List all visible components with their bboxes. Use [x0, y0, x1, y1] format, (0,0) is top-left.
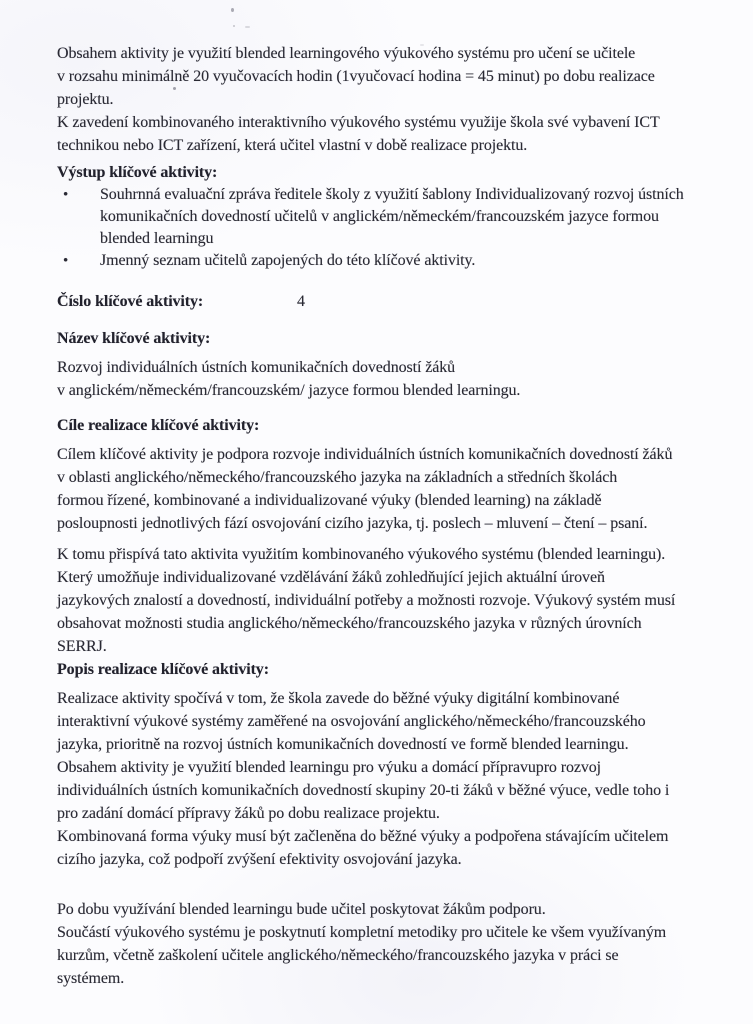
text-line: jazykových znalostí a dovedností, individuální potřeby a možnosti rozvoje. Výukový systém musí — [57, 592, 676, 609]
text-line: v oblasti anglického/německého/francouzského jazyka na základních a středních školách — [57, 469, 618, 486]
bullet-list — [57, 184, 717, 272]
bullet-list-item — [57, 184, 717, 250]
text-line: K tomu přispívá tato aktivita využitím kombinovaného výukového systému (blended learningu). — [57, 546, 666, 563]
bullet-icon: • — [63, 253, 69, 269]
section-heading: Název klíčové aktivity: — [57, 330, 211, 347]
section-heading: Výstup klíčové aktivity: — [57, 164, 218, 181]
scan-speck — [245, 26, 250, 28]
paragraph — [57, 687, 717, 871]
bullet-icon: • — [63, 187, 69, 203]
document-content — [57, 42, 717, 990]
paragraph — [57, 543, 717, 658]
field-label: Číslo klíčové aktivity: — [57, 293, 204, 310]
scan-speck — [233, 25, 235, 27]
paragraph — [57, 898, 717, 990]
text-line: individuálních ústních komunikačních dovedností skupiny 20-ti žáků v běžné výuce, vedle toho i — [57, 782, 670, 799]
text-line: cizího jazyka, což podpoří zvýšení efektivity osvojování jazyka. — [57, 851, 462, 868]
text-line: projektu. — [57, 91, 114, 108]
section-heading: Cíle realizace klíčové aktivity: — [57, 417, 260, 434]
bullet-list-item — [57, 250, 717, 272]
text-line: Po dobu využívání blended learningu bude učitel poskytovat žákům podporu. — [57, 901, 546, 918]
text-line: pro zadání domácí přípravy žáků po dobu realizace projektu. — [57, 805, 440, 822]
scan-speck — [173, 87, 176, 90]
paragraph — [57, 42, 717, 157]
text-line: interaktivní výukové systémy zaměřené na osvojování anglického/německého/francouzského — [57, 713, 646, 730]
field-value: 4 — [297, 293, 305, 310]
text-line: systémem. — [57, 970, 125, 987]
text-line: Cílem klíčové aktivity je podpora rozvoje individuálních ústních komunikačních dovedností žáků — [57, 446, 673, 463]
text-line: Souhrnná evaluační zpráva ředitele školy z využití šablony Individualizovaný rozvoj ústních — [100, 186, 684, 203]
text-line: v rozsahu minimálně 20 vyučovacích hodin (1vyučovací hodina = 45 minut) po dobu realizace — [57, 68, 655, 85]
text-line: kurzům, včetně zaškolení učitele anglického/německého/francouzského jazyka v práci se — [57, 947, 619, 964]
scan-speck — [231, 8, 234, 12]
section-heading: Popis realizace klíčové aktivity: — [57, 661, 269, 678]
text-line: K zavedení kombinovaného interaktivního výukového systému využije škola své vybavení ICT — [57, 114, 660, 131]
text-line: Obsahem aktivity je využití blended learningu pro výuku a domácí přípravupro rozvoj — [57, 759, 601, 776]
paragraph — [57, 356, 717, 402]
text-line: Který umožňuje individualizované vzdělávání žáků zohledňující jejich aktuální úroveň — [57, 569, 605, 586]
bullet-text — [100, 250, 717, 272]
text-line: Součástí výukového systému je poskytnutí kompletní metodiky pro učitele ke všem využívaným — [57, 924, 667, 941]
text-line: formou řízené, kombinované a individualizované výuky (blended learning) na základě — [57, 492, 602, 509]
paragraph — [57, 443, 717, 535]
text-line: Jmenný seznam učitelů zapojených do této klíčové aktivity. — [100, 252, 476, 269]
text-line: obsahovat možnosti studia anglického/německého/francouzského jazyka v různých úrovních — [57, 615, 642, 632]
text-line: technikou nebo ICT zařízení, která učitel vlastní v době realizace projektu. — [57, 137, 528, 154]
text-line: blended learningu — [100, 230, 214, 247]
scan-speck — [420, 44, 424, 46]
text-line: posloupnosti jednotlivých fází osvojování cizího jazyka, tj. poslech – mluvení – čtení – psaní. — [57, 515, 648, 532]
text-line: v anglickém/německém/francouzském/ jazyce formou blended learningu. — [57, 382, 521, 399]
text-line: komunikačních dovedností učitelů v anglickém/německém/francouzském jazyce formou — [100, 208, 659, 225]
field-row — [57, 290, 717, 313]
text-line: Kombinovaná forma výuky musí být začleněna do běžné výuky a podpořena stávajícím učitelem — [57, 828, 669, 845]
text-line: jazyka, prioritně na rozvoj ústních komunikačních dovedností ve formě blended learningu. — [57, 736, 629, 753]
bullet-text — [100, 184, 717, 250]
text-line: Rozvoj individuálních ústních komunikačních dovedností žáků — [57, 359, 456, 376]
text-line: Realizace aktivity spočívá v tom, že škola zavede do běžné výuky digitální kombinované — [57, 690, 620, 707]
text-line: SERRJ. — [57, 638, 107, 655]
text-line: Obsahem aktivity je využití blended learningového výukového systému pro učení se učitele — [57, 45, 636, 62]
